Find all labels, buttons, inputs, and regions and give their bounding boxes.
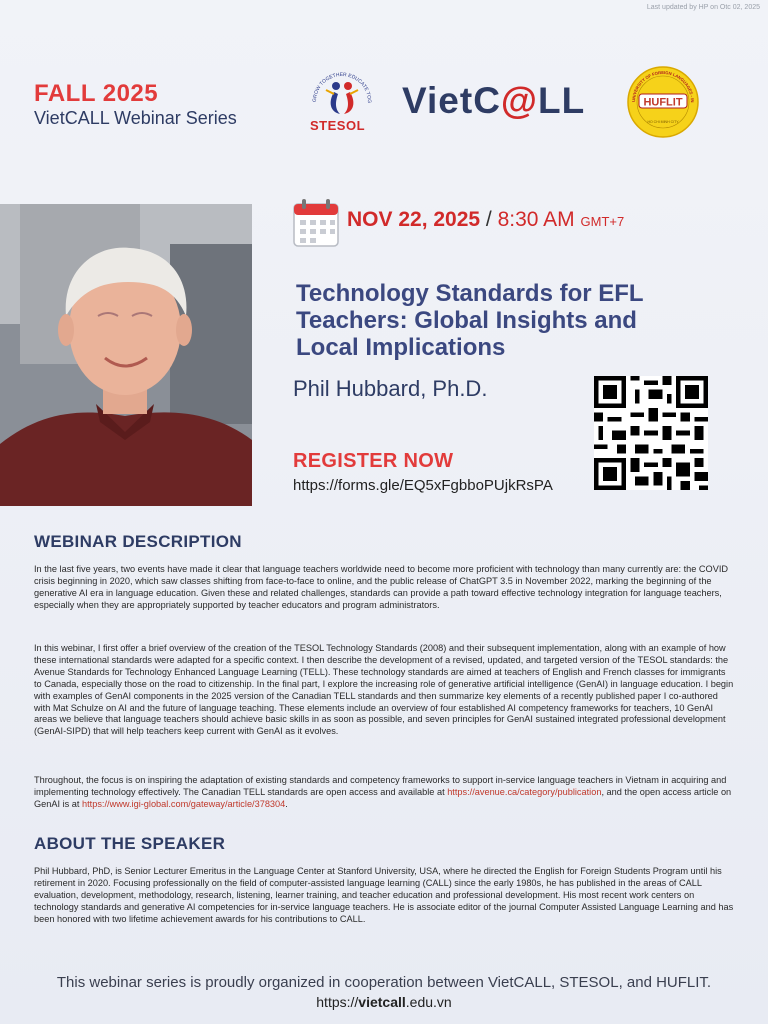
description-paragraph-1: In the last five years, two events have made it clear that language teachers worldwide need to become more proficient with technology than many currently are: the COVID crisis beginning in 2020, which saw classes shifting from face-to-face to online, and the public release of ChatGPT 3.5 in November 2022, marking the beginning of the generative AI era in language education. Given these and related challenges, standards can provide a path toward effective technology integration for language teachers, especially when they are appropriately supported by teacher educators and program administrators. [34, 564, 729, 610]
registration-qr-code[interactable] [594, 376, 708, 490]
event-timezone: GMT+7 [580, 214, 625, 229]
igi-article-link[interactable]: https://www.igi-global.com/gateway/article/378304 [82, 798, 286, 809]
calendar-icon [292, 198, 340, 248]
event-time: 8:30 AM [497, 208, 575, 231]
last-updated-note: Last updated by HP on Otc 02, 2025 [646, 4, 760, 11]
stesol-ring-text: GROW TOGETHER EDUCATE TOG [311, 71, 373, 104]
huflit-ring-text: UNIVERSITY OF FOREIGN LANGUAGES - IN [630, 69, 696, 103]
event-date: NOV 22, 2025 [347, 208, 481, 231]
webinar-title: Technology Standards for EFL Teachers: Global Insights and Local Implications [296, 280, 644, 361]
stesol-wordmark: STESOL [310, 118, 366, 133]
vietcall-logo: VietC@LL [402, 80, 586, 121]
footer-cooperation-note: This webinar series is proudly organized in cooperation between VietCALL, STESOL, and HUFLIT. [56, 974, 712, 991]
register-now-heading: REGISTER NOW [293, 450, 454, 472]
huflit-wordmark: HUFLIT [643, 96, 683, 109]
about-speaker-paragraph: Phil Hubbard, PhD, is Senior Lecturer Emeritus in the Language Center at Stanford University, USA, where he directed the English for Foreign Students Program until his retirement in 2020. Focusing professionally on the field of computer-assisted language learning (CALL) since the early 1980s, he has published in the areas of CALL evaluation, development, methodology, research, listening, learner training, and teacher education and professional development. His most recent work centers on technology standards and generative AI competencies for in-service language teachers. He is associate editor of the journal Computer Assisted Language Learning and has been honored with two lifetime achievement awards for his contributions to CALL. [34, 866, 734, 924]
huflit-logo [627, 66, 699, 138]
series-title: VietCALL Webinar Series [34, 108, 237, 128]
at-sign-icon: @ [500, 80, 539, 121]
speaker-photo [0, 204, 252, 506]
huflit-city-text: HO CHI MINH CITY [647, 120, 679, 124]
registration-link[interactable]: https://forms.gle/EQ5xFgbboPUjkRsPA [293, 477, 553, 494]
avenue-standards-link[interactable]: https://avenue.ca/category/publication [447, 786, 602, 797]
about-speaker-heading: ABOUT THE SPEAKER [34, 834, 226, 853]
description-paragraph-3: Throughout, the focus is on inspiring the adaptation of existing standards and competency frameworks to support in-service language teachers in Vietnam in acquiring and implementing technology effectively. The Canadian TELL standards are open access and available at https://avenue.ca/category/publication, and the open access article on GenAI is at https://www.igi-global.com/gateway/article/378304. [34, 775, 732, 809]
description-paragraph-2: In this webinar, I first offer a brief overview of the creation of the TESOL Technology Standards (2008) and their subsequent implementation, along with an example of how these international standards were adapted for a specific context. I then describe the development of a revised, updated, and targeted version of the TESOL standards: the Avenue Standards for Technology Enhanced Language Learning (TELL). These technology standards are aimed at teachers of English and French classes for immigrants to Canada, especially those on the road to citizenship. In the final part, I explore the increasing role of generative artificial intelligence (GenAI) in language education. I begin with examples of GenAI components in the 2025 version of the Canadian TELL standards and then summarize key elements of a recently published paper I co-authored with Mat Schulze on AI and the future of language teaching. These elements include an overview of four established AI competency frameworks for teachers, 10 GenAI areas we believe that language teachers should achieve basic skills in as soon as possible, and seven principles for GenAI sustained integrated professional development (GenAI-SIPD) that will help teachers keep current with GenAI as it evolves. [34, 643, 734, 737]
event-datetime: NOV 22, 2025 / 8:30 AM GMT+7 [347, 208, 625, 231]
footer-website-link[interactable]: https://vietcall.edu.vn [316, 994, 452, 1010]
speaker-name: Phil Hubbard, Ph.D. [293, 376, 488, 401]
season-title: FALL 2025 [34, 80, 159, 107]
webinar-description-heading: WEBINAR DESCRIPTION [34, 532, 242, 551]
